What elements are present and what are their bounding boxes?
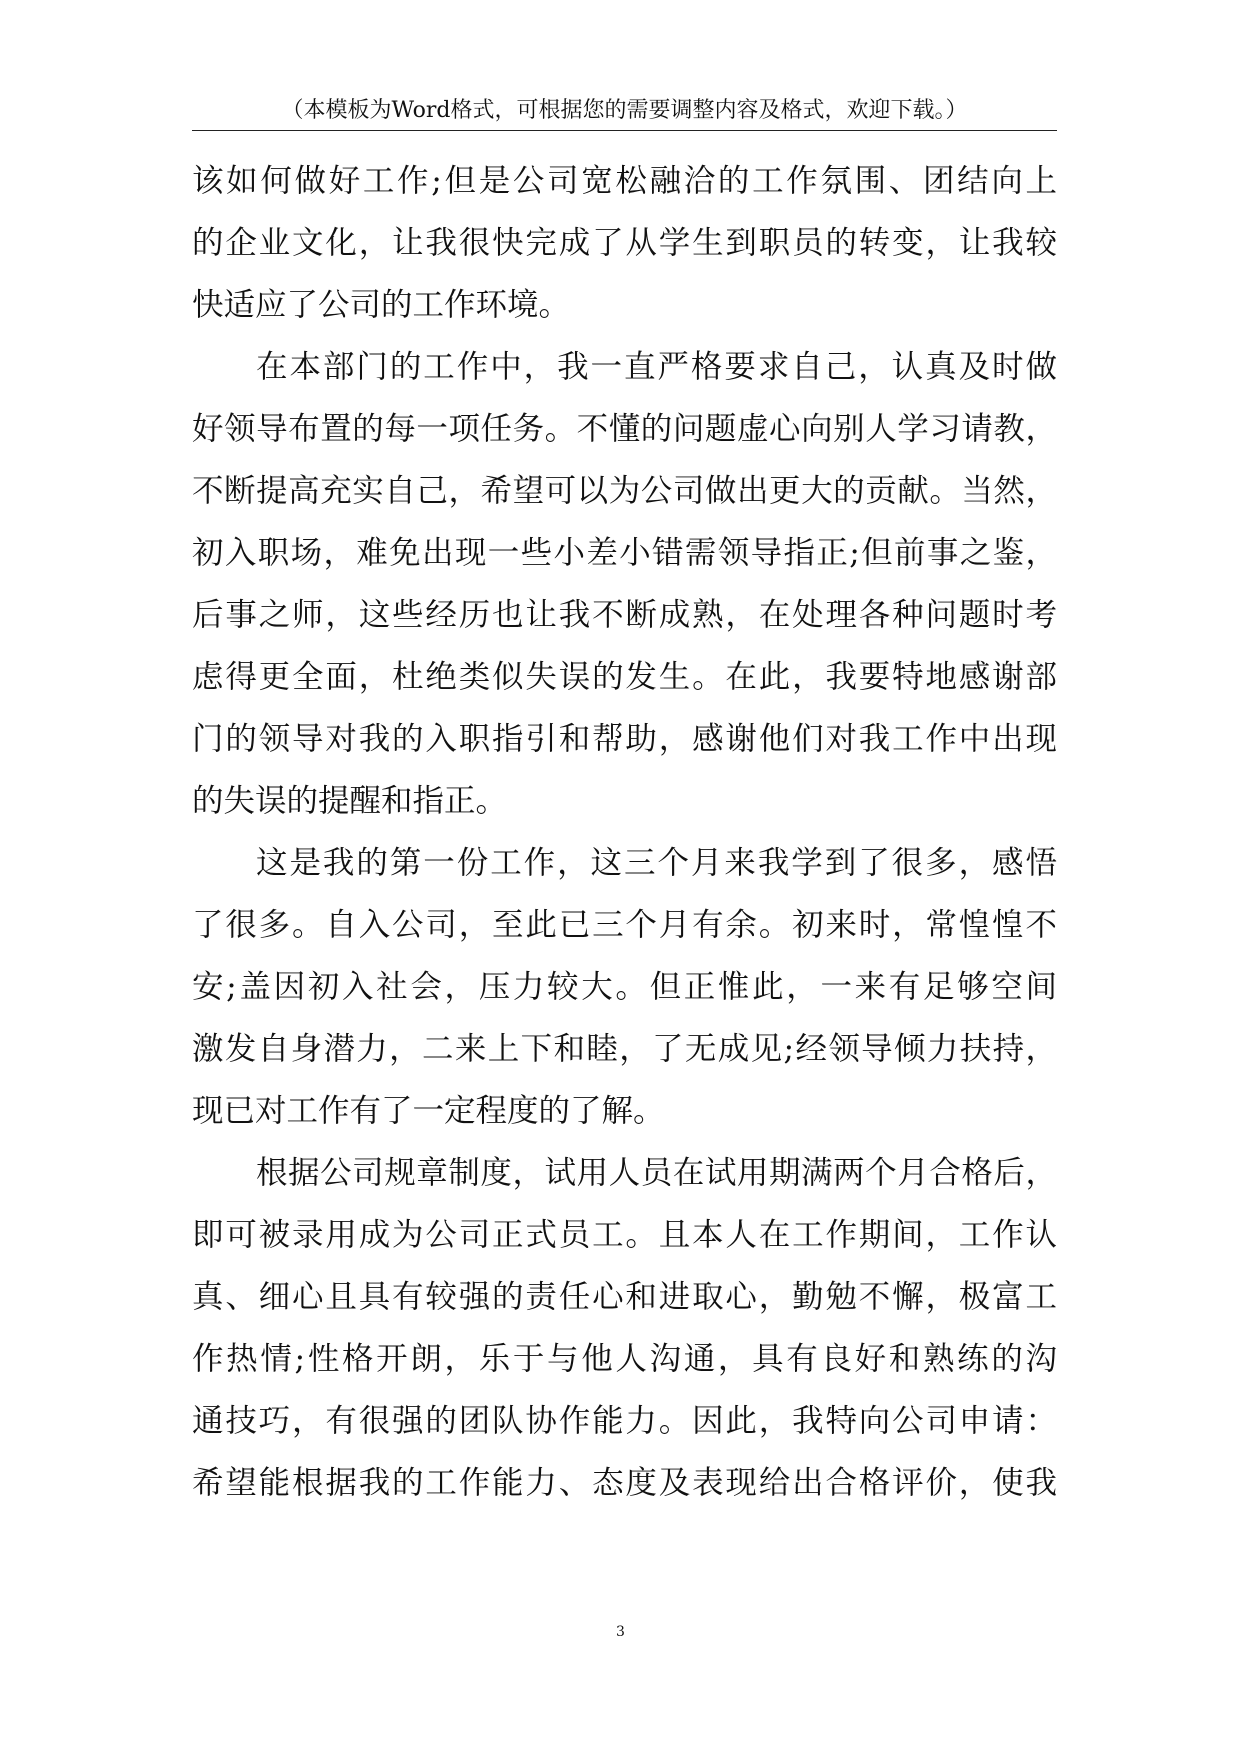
- text-line: 快适应了公司的工作环境。: [192, 287, 571, 323]
- text-line: 希望能根据我的工作能力、态度及表现给出合格评价，使我: [192, 1465, 1057, 1501]
- text-line: 不断提高充实自己，希望可以为公司做出更大的贡献。当然，: [192, 473, 1057, 509]
- page-header: （本模板为Word格式，可根据您的需要调整内容及格式，欢迎下载。）: [281, 98, 968, 123]
- text-line: 通技巧，有很强的团队协作能力。因此，我特向公司申请：: [192, 1403, 1057, 1439]
- paragraph-start-line: 这是我的第一份工作，这三个月来我学到了很多，感悟: [256, 845, 1057, 881]
- text-line: 现已对工作有了一定程度的了解。: [192, 1093, 665, 1129]
- text-line: 激发自身潜力，二来上下和睦，了无成见;经领导倾力扶持，: [192, 1031, 1057, 1067]
- text-line: 的企业文化，让我很快完成了从学生到职员的转变，让我较: [192, 225, 1057, 261]
- text-line: 后事之师，这些经历也让我不断成熟，在处理各种问题时考: [192, 597, 1057, 633]
- header-divider: [192, 130, 1057, 131]
- text-line: 安;盖因初入社会，压力较大。但正惟此，一来有足够空间: [192, 969, 1057, 1005]
- text-line: 作热情;性格开朗，乐于与他人沟通，具有良好和熟练的沟: [192, 1341, 1057, 1377]
- text-line: 虑得更全面，杜绝类似失误的发生。在此，我要特地感谢部: [192, 659, 1057, 695]
- text-line: 即可被录用成为公司正式员工。且本人在工作期间，工作认: [192, 1217, 1057, 1253]
- text-line: 了很多。自入公司，至此已三个月有余。初来时，常惶惶不: [192, 907, 1057, 943]
- text-line: 的失误的提醒和指正。: [192, 783, 508, 819]
- text-line: 好领导布置的每一项任务。不懂的问题虚心向别人学习请教，: [192, 411, 1057, 447]
- text-line: 真、细心且具有较强的责任心和进取心，勤勉不懈，极富工: [192, 1279, 1057, 1315]
- paragraph-start-line: 在本部门的工作中，我一直严格要求自己，认真及时做: [256, 349, 1057, 385]
- page-number: 3: [616, 1624, 625, 1640]
- text-line: 初入职场，难免出现一些小差小错需领导指正;但前事之鉴，: [192, 535, 1057, 571]
- text-line: 该如何做好工作;但是公司宽松融洽的工作氛围、团结向上: [192, 163, 1057, 199]
- document-body: [192, 150, 1057, 1514]
- paragraph-start-line: 根据公司规章制度，试用人员在试用期满两个月合格后，: [256, 1155, 1057, 1191]
- text-line: 门的领导对我的入职指引和帮助，感谢他们对我工作中出现: [192, 721, 1057, 757]
